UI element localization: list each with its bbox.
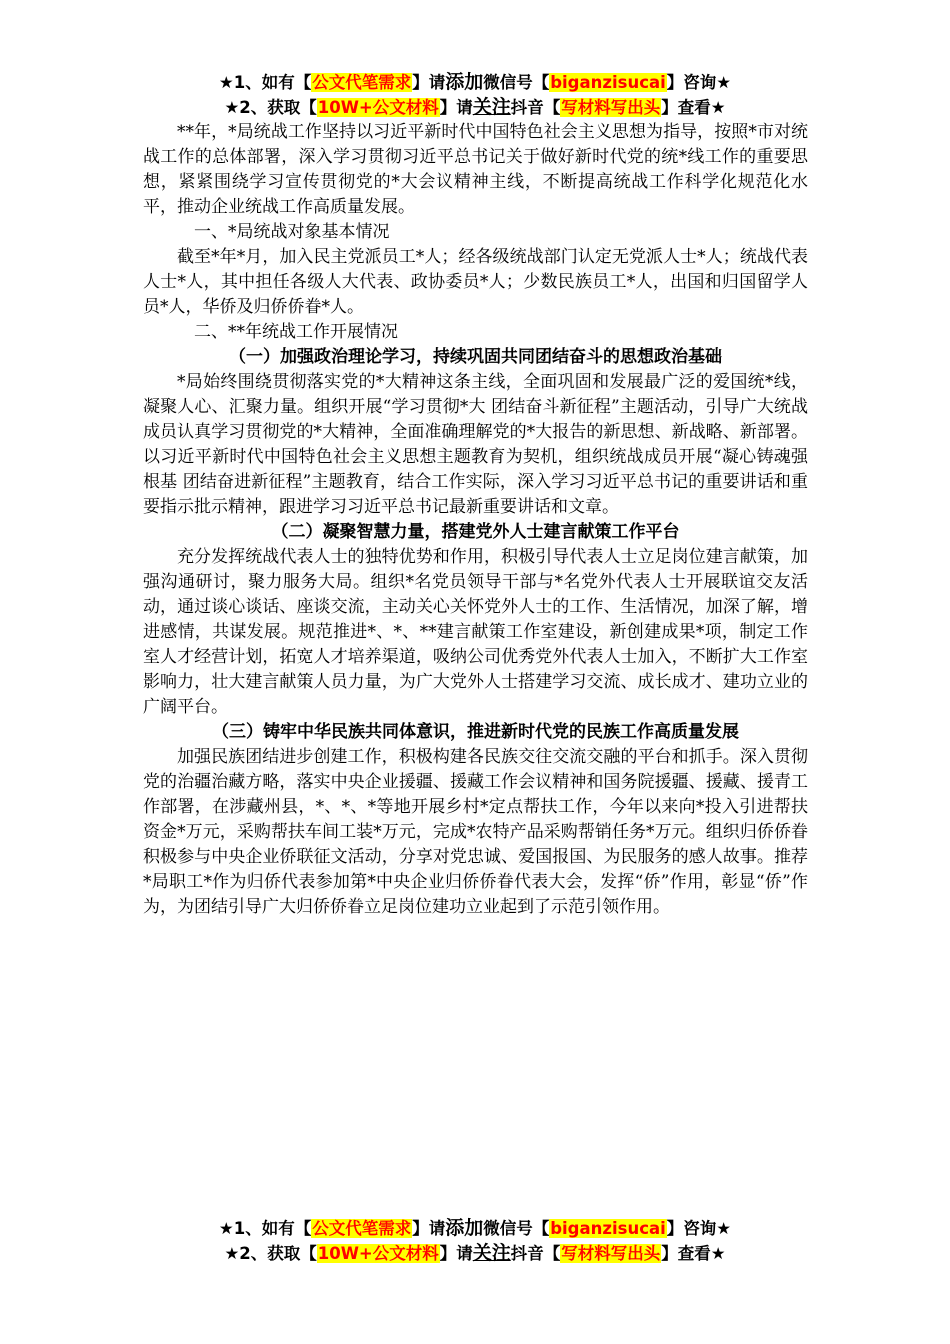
promo-text: ★1、如有【 <box>218 73 312 92</box>
subsection-3-paragraph: 加强民族团结进步创建工作，积极构建各民族交往交流交融的平台和抓手。深入贯彻党的治疆治藏方略，落实中央企业援疆、援藏工作会议精神和国务院援疆、援藏、援青工作部署，在涉藏州县，*、*、*等地开展乡村*定点帮扶工作，今年以来向*投入引进帮扶资金*万元，采购帮扶车间工装*万元，完成*农特产品采购帮销任务*万元。组织归侨侨眷积极参与中央企业侨联征文活动，分享对党忠诚、爱国报国、为民服务的感人故事。推荐*局职工*作为归侨代表参加第*中央企业归侨侨眷代表大会，发挥“侨”作用，彰显“侨”作为，为团结引导广大归侨侨眷立足岗位建功立业起到了示范引领作用。 <box>143 747 808 917</box>
highlight-materials: 10W+公文材料 <box>317 1244 439 1263</box>
promo-text: 微信号【 <box>483 73 550 92</box>
promo-line-2 <box>0 95 950 120</box>
promo-text: 抖音【 <box>510 1244 561 1263</box>
intro-paragraph: **年，*局统战工作坚持以习近平新时代中国特色社会主义思想为指导，按照*市对统战工作的总体部署，深入学习贯彻习近平总书记关于做好新时代党的统*线工作的重要思想，紧紧围绕学习宣传贯彻党的*大会议精神主线，不断提高统战工作科学化规范化水平，推动企业统战工作高质量发展。 <box>143 122 808 217</box>
highlight-service: 公文代笔需求 <box>312 1219 412 1238</box>
section-1-paragraph: 截至*年*月，加入民主党派员工*人；经各级统战部门认定无党派人士*人；统战代表人士*人，其中担任各级人大代表、政协委员*人；少数民族员工*人，出国和归国留学人员*人，华侨及归侨侨眷*人。 <box>143 247 808 317</box>
promo-text: 】咨询★ <box>666 1219 732 1238</box>
promo-text: ★1、如有【 <box>218 1219 312 1238</box>
promo-text: 】查看★ <box>661 98 726 117</box>
subsection-1-title: （一）加强政治理论学习，持续巩固共同团结奋斗的思想政治基础 <box>229 347 722 367</box>
promo-text: 】请 <box>439 98 473 117</box>
promo-line-1 <box>0 70 950 95</box>
wechat-id: biganzisucai <box>550 73 666 92</box>
promo-text-emphasis: 关注 <box>472 1242 511 1264</box>
promo-text: 抖音【 <box>510 98 561 117</box>
highlight-service: 公文代笔需求 <box>312 73 412 92</box>
promo-line-2 <box>0 1241 950 1266</box>
promo-banner-bottom <box>0 1216 950 1266</box>
promo-text: 】查看★ <box>661 1244 726 1263</box>
subsection-2-title: （二）凝聚智慧力量，搭建党外人士建言献策工作平台 <box>271 522 680 542</box>
promo-text: 】请 <box>412 73 446 92</box>
wechat-id: biganzisucai <box>550 1219 666 1238</box>
promo-text: 】咨询★ <box>666 73 732 92</box>
highlight-materials: 10W+公文材料 <box>317 98 439 117</box>
subsection-1-paragraph: *局始终围绕贯彻落实党的*大精神这条主线，全面巩固和发展最广泛的爱国统*线，凝聚人心、汇聚力量。组织开展“学习贯彻*大 团结奋斗新征程”主题活动，引导广大统战成员认真学习贯彻党的*大精神，全面准确理解党的*大报告的新思想、新战略、新部署。以习近平新时代中国特色社会主义思想主题教育为契机，组织统战成员开展“凝心铸魂强根基 团结奋进新征程”主题教育，结合工作实际，深入学习习近平总书记的重要讲话和重要指示批示精神，跟进学习习近平总书记最新重要讲话和文章。 <box>143 372 808 517</box>
promo-text: 】请 <box>439 1244 473 1263</box>
promo-line-1 <box>0 1216 950 1241</box>
douyin-id: 写材料写出头 <box>561 98 661 117</box>
promo-text: ★2、获取【 <box>224 98 317 117</box>
section-1-title: 一、*局统战对象基本情况 <box>194 222 390 242</box>
subsection-3-title: （三）铸牢中华民族共同体意识，推进新时代党的民族工作高质量发展 <box>212 722 739 742</box>
promo-text-emphasis: 添加 <box>445 71 484 93</box>
promo-text: 微信号【 <box>483 1219 550 1238</box>
promo-text: ★2、获取【 <box>224 1244 317 1263</box>
promo-text: 】请 <box>412 1219 446 1238</box>
promo-banner-top <box>0 70 950 120</box>
promo-text-emphasis: 添加 <box>445 1217 484 1239</box>
promo-text-emphasis: 关注 <box>472 96 511 118</box>
subsection-2-paragraph: 充分发挥统战代表人士的独特优势和作用，积极引导代表人士立足岗位建言献策，加强沟通研讨，聚力服务大局。组织*名党员领导干部与*名党外代表人士开展联谊交友活动，通过谈心谈话、座谈交流，主动关心关怀党外人士的工作、生活情况，加深了解，增进感情，共谋发展。规范推进*、*、**建言献策工作室建设，新创建成果*项，制定工作室人才经营计划，拓宽人才培养渠道，吸纳公司优秀党外代表人士加入，不断扩大工作室影响力，壮大建言献策人员力量，为广大党外人士搭建学习交流、成长成才、建功立业的广阔平台。 <box>143 547 808 717</box>
douyin-id: 写材料写出头 <box>561 1244 661 1263</box>
section-2-title: 二、**年统战工作开展情况 <box>194 322 398 342</box>
document-body <box>143 120 808 920</box>
